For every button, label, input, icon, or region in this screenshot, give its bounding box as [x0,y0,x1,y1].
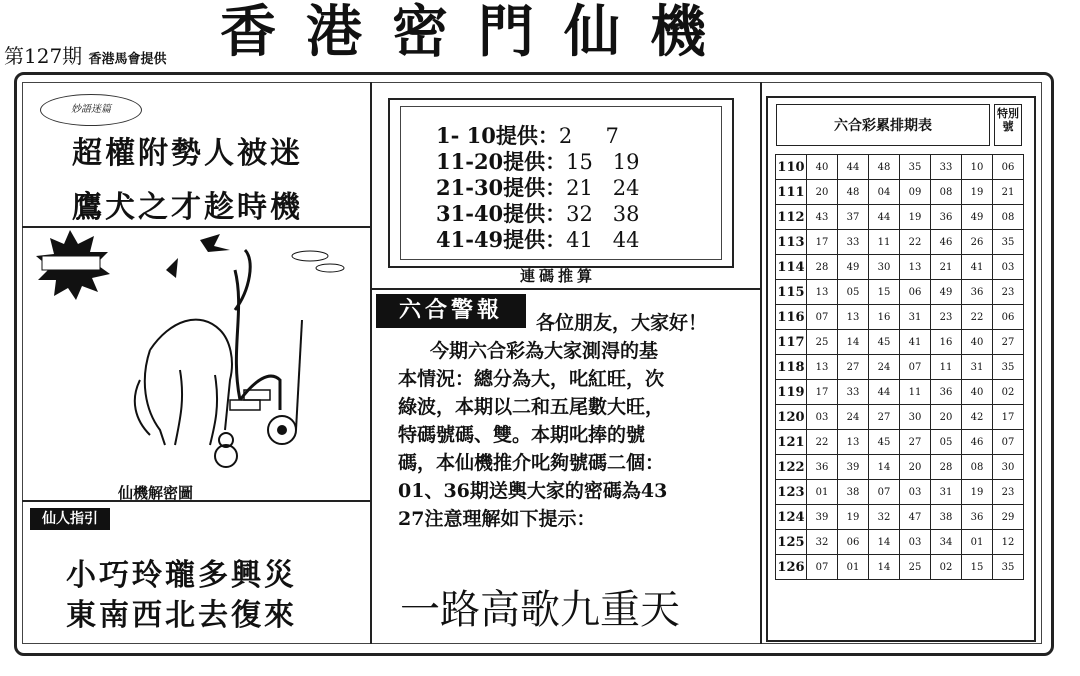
number-cell: 36 [962,505,993,530]
number-cell: 31 [931,480,962,505]
left-divider-2 [22,500,370,502]
number-cell: 07 [807,305,838,330]
calc-label: 連碼推算 [520,267,597,285]
range-number-a: 32 [566,202,593,226]
range-number-b: 19 [612,150,640,174]
table-row [776,555,1024,580]
number-cell: 44 [838,155,869,180]
special-number-tag: 特別號 [994,104,1022,146]
number-cell: 41 [962,255,993,280]
number-cell: 14 [869,555,900,580]
table-row [776,530,1024,555]
table-row [776,505,1024,530]
tree-icon [235,250,280,410]
number-cell: 01 [838,555,869,580]
number-cell: 02 [931,555,962,580]
number-cell: 21 [993,180,1024,205]
number-cell: 03 [900,530,931,555]
poem-line-1: 小巧玲瓏多興災 [66,558,297,593]
number-cell: 20 [931,405,962,430]
number-cell: 28 [931,455,962,480]
number-cell: 21 [931,255,962,280]
number-cell: 14 [869,530,900,555]
left-divider-1 [22,226,370,228]
number-cell: 37 [838,205,869,230]
number-cell: 35 [993,230,1024,255]
gourd-icon [215,433,237,467]
number-cell: 30 [900,405,931,430]
table-row [776,280,1024,305]
number-cell: 03 [900,480,931,505]
number-cell: 04 [869,180,900,205]
number-cell: 13 [838,430,869,455]
range-label: 11-20提供 [436,149,546,174]
greeting-text: 各位朋友，大家好！ [536,312,708,334]
number-cell: 26 [962,230,993,255]
table-row [776,455,1024,480]
number-cell: 33 [838,380,869,405]
number-cell: 14 [838,330,869,355]
number-cell: 07 [807,555,838,580]
range-row: 21-30提供：21 24 [436,172,645,202]
number-cell: 41 [900,330,931,355]
number-cell: 07 [869,480,900,505]
range-number-a: 41 [566,228,593,252]
number-cell: 36 [962,280,993,305]
number-cell: 19 [962,480,993,505]
table-row [776,305,1024,330]
number-cell: 13 [807,355,838,380]
number-cell: 45 [869,330,900,355]
number-cell: 13 [807,280,838,305]
period-cell: 115 [776,280,807,305]
period-cell: 114 [776,255,807,280]
issue-header [4,40,167,69]
range-number-b: 24 [612,176,640,200]
range-number-a: 15 [566,150,593,174]
number-cell: 49 [931,280,962,305]
number-cell: 36 [931,380,962,405]
number-cell: 34 [931,530,962,555]
number-cell: 33 [931,155,962,180]
number-cell: 20 [807,180,838,205]
number-cell: 40 [807,155,838,180]
warning-label: 六合警報 [376,294,526,328]
number-cell: 06 [838,530,869,555]
range-number-b: 38 [612,202,640,226]
paragraph-line: 01、36期送輿大家的密碼為43 [398,480,668,502]
number-cell: 05 [838,280,869,305]
range-number-b: 44 [612,228,640,252]
slogan-text: 一路高歌九重天 [400,587,680,633]
range-number-a: 21 [566,176,593,200]
horse-icon [135,320,232,445]
period-cell: 125 [776,530,807,555]
number-cell: 10 [962,155,993,180]
number-cell: 44 [869,380,900,405]
period-cell: 126 [776,555,807,580]
results-table-title: 六合彩累排期表 [776,104,990,146]
number-cell: 31 [900,305,931,330]
number-cell: 48 [838,180,869,205]
number-cell: 48 [869,155,900,180]
issue-number: 第127期 [4,44,83,68]
number-cell: 23 [993,280,1024,305]
period-cell: 112 [776,205,807,230]
period-cell: 121 [776,430,807,455]
number-cell: 01 [962,530,993,555]
table-row [776,155,1024,180]
number-cell: 40 [962,330,993,355]
number-cell: 25 [900,555,931,580]
number-cell: 36 [931,205,962,230]
number-cell: 02 [993,380,1024,405]
number-cell: 09 [900,180,931,205]
stone-step-icon [230,390,270,410]
riddle-illustration [30,230,362,500]
number-cell: 16 [931,330,962,355]
number-cell: 13 [900,255,931,280]
period-cell: 122 [776,455,807,480]
number-cell: 05 [931,430,962,455]
burst-badge-icon [36,230,110,300]
number-cell: 28 [807,255,838,280]
range-label: 21-30提供 [436,175,546,200]
number-cell: 16 [869,305,900,330]
paragraph-line: 本情況：總分為大，叱紅旺，次 [398,368,665,390]
results-table [775,154,1024,580]
number-cell: 29 [993,505,1024,530]
number-cell: 32 [869,505,900,530]
period-cell: 124 [776,505,807,530]
period-cell: 117 [776,330,807,355]
picture-caption: 仙機解密圖 [118,484,194,502]
table-row [776,405,1024,430]
range-row: 31-40提供：32 38 [436,198,645,228]
number-cell: 27 [869,405,900,430]
number-cell: 11 [900,380,931,405]
number-cell: 15 [869,280,900,305]
number-cell: 49 [962,205,993,230]
number-cell: 36 [807,455,838,480]
table-row [776,480,1024,505]
period-cell: 111 [776,180,807,205]
number-cell: 25 [807,330,838,355]
paragraph-line: 碼，本仙機推介叱夠號碼二個： [398,452,665,474]
table-row [776,180,1024,205]
number-cell: 11 [869,230,900,255]
number-cell: 23 [931,305,962,330]
number-cell: 17 [807,380,838,405]
number-cell: 31 [962,355,993,380]
number-cell: 40 [962,380,993,405]
divider-left [370,82,372,644]
table-row [776,430,1024,455]
number-cell: 32 [807,530,838,555]
number-cell: 17 [993,405,1024,430]
number-cell: 24 [838,405,869,430]
number-cell: 35 [900,155,931,180]
number-cell: 06 [993,305,1024,330]
number-cell: 27 [993,330,1024,355]
period-cell: 110 [776,155,807,180]
table-row [776,380,1024,405]
number-cell: 12 [993,530,1024,555]
range-row: 11-20提供：15 19 [436,146,645,176]
period-cell: 113 [776,230,807,255]
number-cell: 45 [869,430,900,455]
number-cell: 44 [869,205,900,230]
number-cell: 11 [931,355,962,380]
number-cell: 46 [931,230,962,255]
number-cell: 47 [900,505,931,530]
period-cell: 120 [776,405,807,430]
number-cell: 14 [869,455,900,480]
number-cell: 19 [838,505,869,530]
period-cell: 118 [776,355,807,380]
poem-line-2: 東南西北去復來 [66,598,297,633]
paragraph-line: 27注意理解如下提示： [398,508,596,530]
table-row [776,205,1024,230]
number-cell: 27 [900,430,931,455]
number-cell: 49 [838,255,869,280]
number-cell: 19 [962,180,993,205]
number-cell: 24 [869,355,900,380]
number-cell: 03 [993,255,1024,280]
number-cell: 03 [807,405,838,430]
table-row [776,330,1024,355]
range-number-a: 2 [558,124,573,148]
number-cell: 22 [900,230,931,255]
number-cell: 08 [993,205,1024,230]
range-row: 41-49提供：41 44 [436,224,645,254]
range-row: 1- 10提供：2 7 [436,120,638,150]
number-cell: 13 [838,305,869,330]
range-label: 1- 10提供 [436,123,538,148]
number-cell: 23 [993,480,1024,505]
number-cell: 38 [838,480,869,505]
number-cell: 22 [807,430,838,455]
number-cell: 20 [900,455,931,480]
divider-right [760,82,762,644]
riddle-line-2: 鷹犬之才趁時機 [72,190,303,225]
cloud-icon [292,251,344,272]
number-cell: 42 [962,405,993,430]
riddle-badge: 妙語迷篇 [40,94,142,126]
number-cell: 07 [993,430,1024,455]
table-row [776,355,1024,380]
range-number-b: 7 [605,124,619,148]
period-cell: 116 [776,305,807,330]
fairy-guide-label: 仙人指引 [30,508,110,530]
paragraph-line: 特碼號碼、雙。本期叱捧的號 [398,424,646,446]
number-cell: 01 [807,480,838,505]
paragraph-line: 綠波，本期以二和五尾數大旺， [398,396,665,418]
middle-divider [370,288,760,290]
number-cell: 08 [962,455,993,480]
bird-icon [166,234,230,278]
table-row [776,230,1024,255]
number-cell: 22 [962,305,993,330]
table-row [776,255,1024,280]
number-cell: 17 [807,230,838,255]
number-cell: 08 [931,180,962,205]
number-cell: 27 [838,355,869,380]
period-cell: 119 [776,380,807,405]
range-label: 31-40提供 [436,201,546,226]
number-cell: 30 [869,255,900,280]
number-cell: 07 [900,355,931,380]
page-title: 香港密門仙機 [220,0,736,65]
number-cell: 46 [962,430,993,455]
number-cell: 39 [838,455,869,480]
number-cell: 35 [993,355,1024,380]
provider-text: 香港馬會提供 [88,52,167,67]
range-label: 41-49提供 [436,227,546,252]
number-cell: 39 [807,505,838,530]
riddle-line-1: 超權附勢人被迷 [72,136,303,171]
wheel-icon [268,320,302,444]
number-cell: 30 [993,455,1024,480]
number-cell: 33 [838,230,869,255]
paragraph-line: 今期六合彩為大家測淂的基 [430,340,659,362]
number-cell: 38 [931,505,962,530]
period-cell: 123 [776,480,807,505]
number-cell: 06 [993,155,1024,180]
number-cell: 06 [900,280,931,305]
number-cell: 35 [993,555,1024,580]
number-cell: 43 [807,205,838,230]
number-cell: 19 [900,205,931,230]
number-cell: 15 [962,555,993,580]
